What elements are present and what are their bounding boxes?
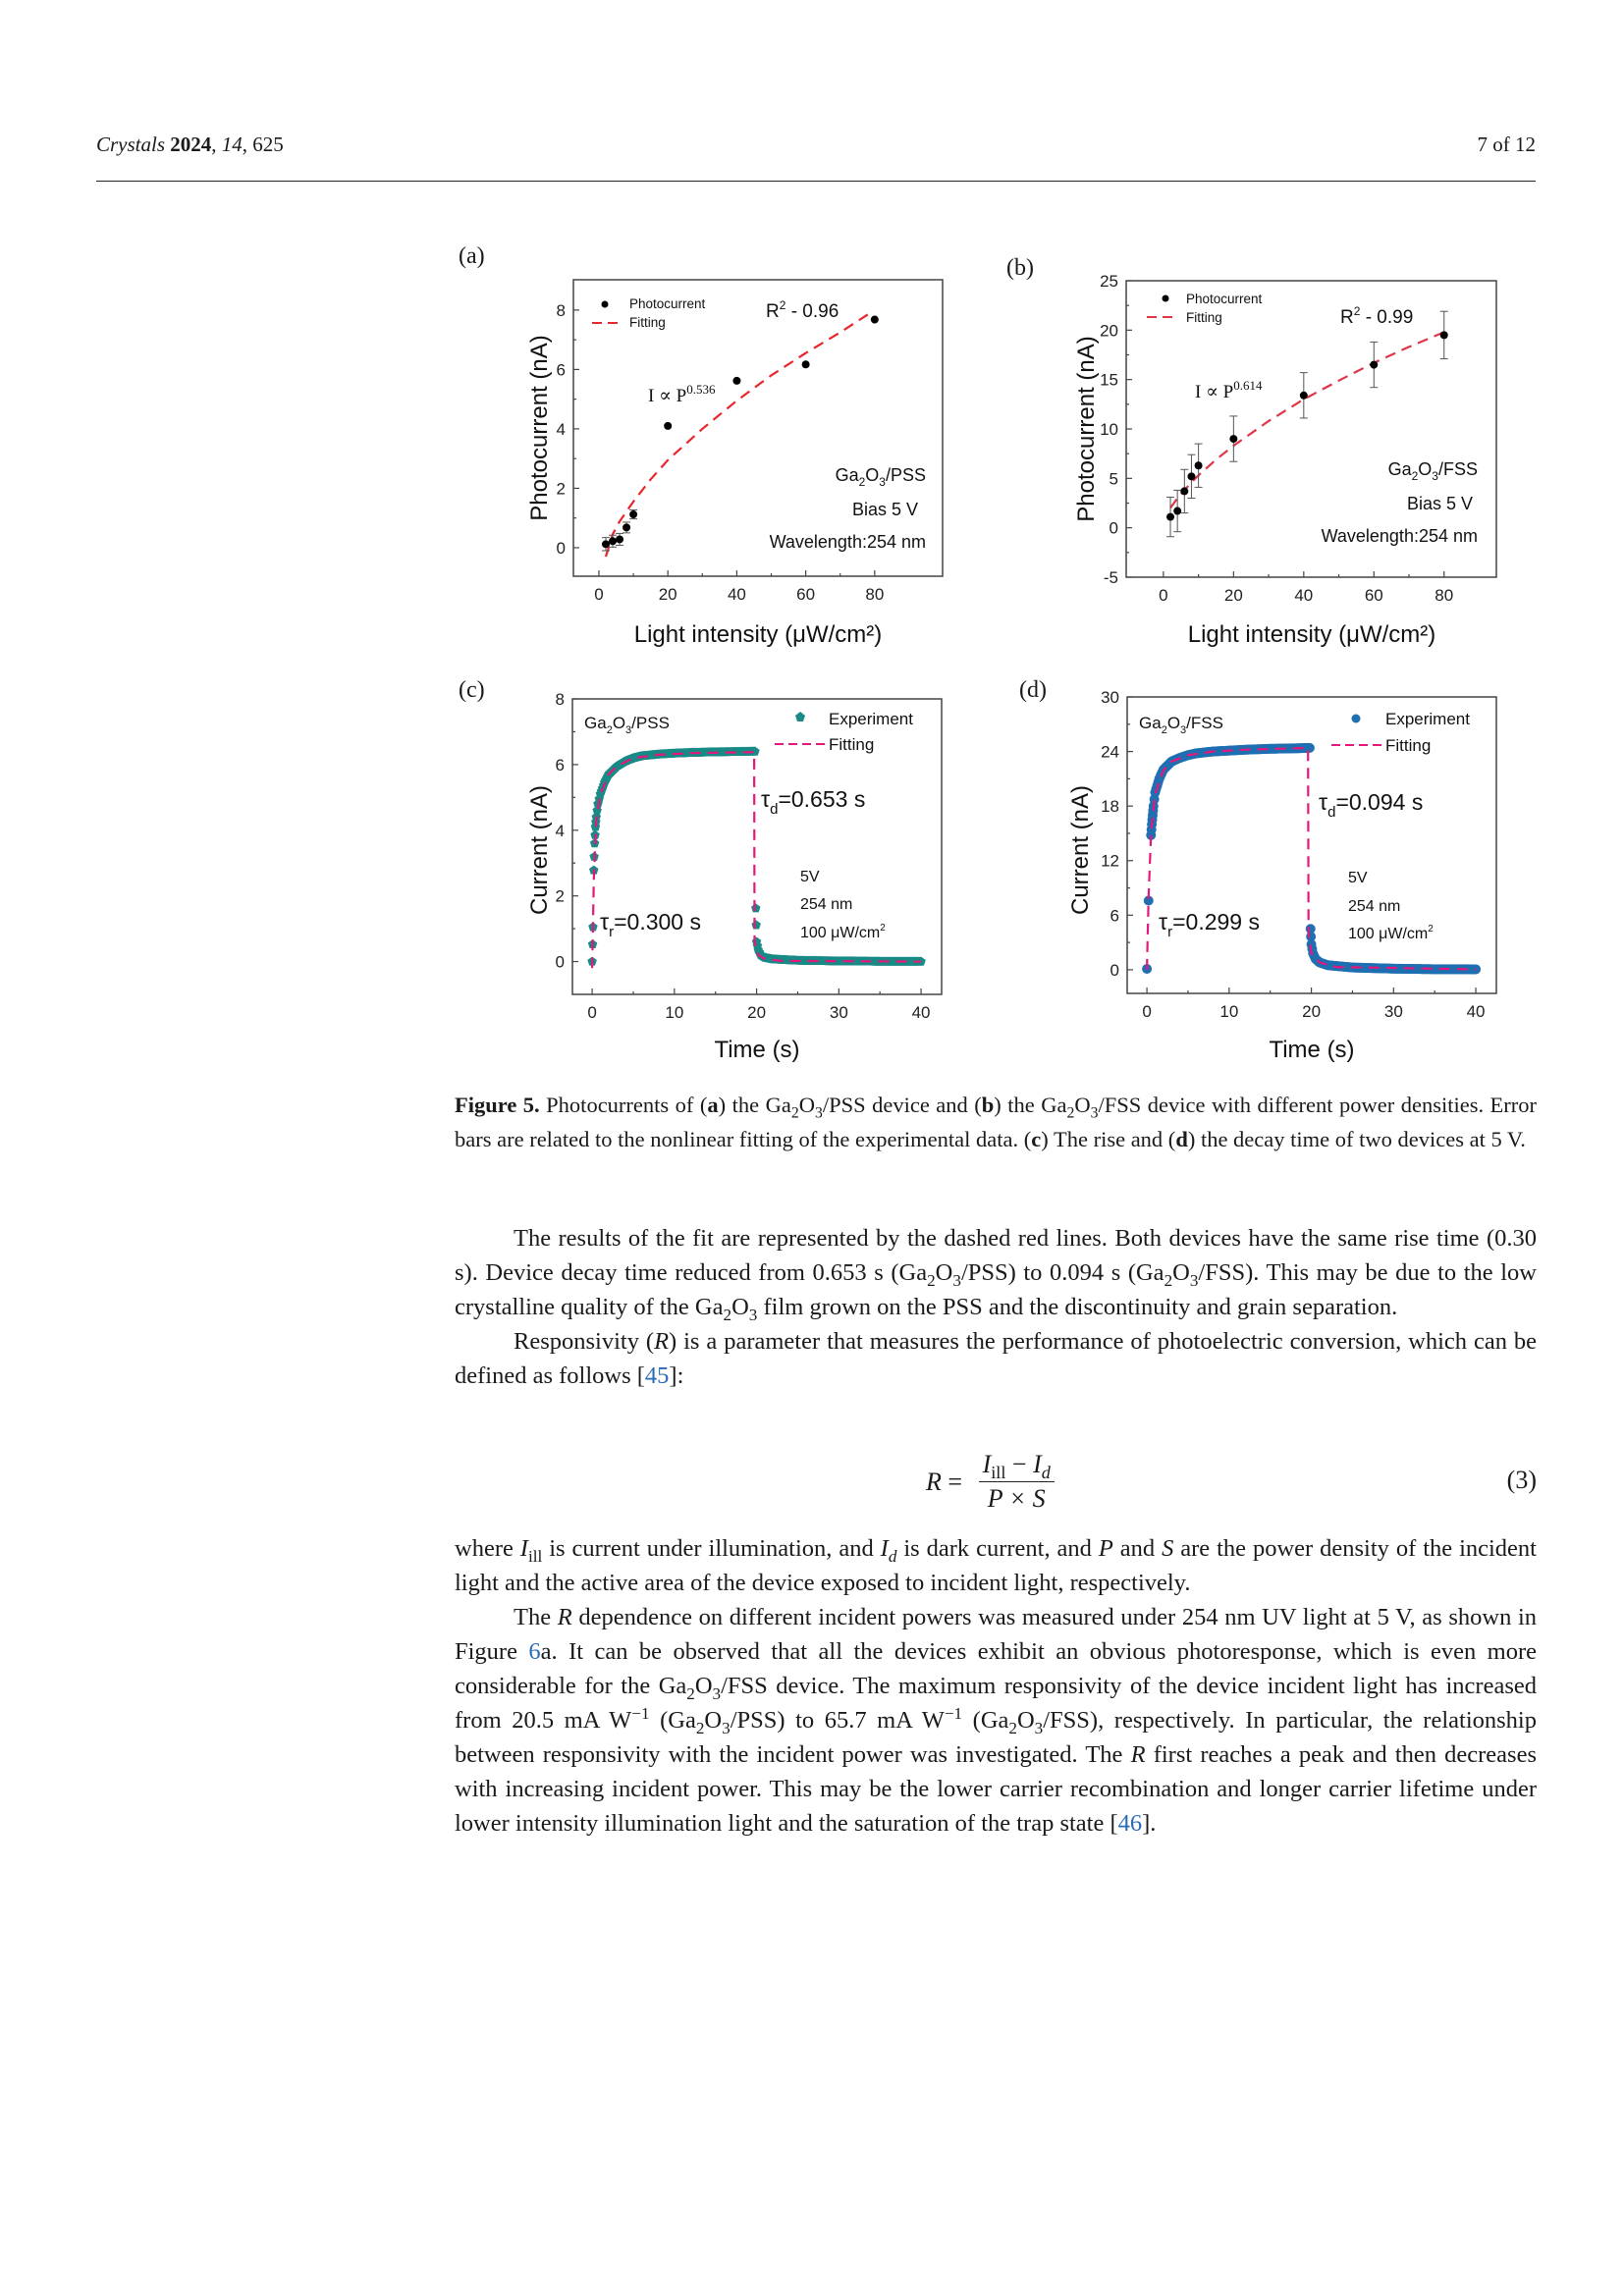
svg-text:0: 0 (1109, 518, 1118, 538)
page-indicator: 7 of 12 (1477, 133, 1536, 156)
tau-r-annotation: $\tau_r=0.300$ s (600, 909, 701, 940)
chart-a-xlabel: Light intensity (μW/cm²) (633, 621, 883, 648)
svg-text:4: 4 (555, 821, 565, 840)
svg-text:0: 0 (587, 1003, 597, 1022)
legend-fitting: Fitting (1385, 736, 1432, 755)
legend-fitting: Fitting (829, 735, 875, 754)
tau-d-annotation: $\tau_d=0.094$ s (1319, 789, 1424, 821)
svg-text:0: 0 (1159, 586, 1168, 605)
svg-text:2: 2 (555, 886, 565, 906)
svg-text:0: 0 (594, 585, 604, 604)
svg-text:40: 40 (727, 585, 746, 604)
r2-annotation: $R^2 - 0.96$ (766, 298, 839, 322)
wavelength-label: Wavelength:254 nm (1321, 526, 1478, 546)
chart-c-ylabel: Current (nA) (526, 784, 553, 916)
svg-text:20: 20 (1223, 586, 1243, 605)
body-section-1 (455, 1221, 1537, 1393)
svg-text:10: 10 (665, 1003, 684, 1022)
equation-expression: R = $\frac{I_{ill} - I_d}{P \times S}$ (926, 1450, 1055, 1514)
svg-text:8: 8 (555, 690, 565, 709)
panel-label-a: (a) (459, 243, 485, 269)
intensity-label: 100 $\mu W/cm^2$ (1348, 924, 1434, 942)
figure-6-link[interactable]: 6 (528, 1638, 541, 1665)
chart-d-xlabel: Time (s) (1269, 1037, 1355, 1063)
svg-text:6: 6 (1110, 906, 1119, 926)
svg-text:80: 80 (1435, 586, 1454, 605)
panel-label-c: (c) (459, 677, 485, 703)
chart-c-xlabel: Time (s) (714, 1037, 800, 1063)
figure-5 (447, 226, 1537, 1070)
journal-citation: Crystals 2024, 14, 625 (96, 133, 284, 156)
voltage-label: 5V (800, 869, 820, 885)
equation-3 (455, 1448, 1537, 1526)
power-law-annotation: $I \propto P^{0.536}$ (648, 382, 716, 406)
bias-label: Bias 5 V (851, 500, 918, 519)
legend-experiment: Experiment (1385, 710, 1470, 728)
chart-d-ylabel: Current (nA) (1067, 784, 1094, 916)
wavelength-label: 254 nm (1348, 898, 1401, 915)
voltage-label: 5V (1348, 870, 1368, 886)
intensity-label: 100 $\mu W/cm^2$ (800, 923, 886, 941)
equation-number: (3) (1506, 1466, 1537, 1494)
sample-label: $Ga_2O_3$/PSS (584, 714, 670, 736)
svg-text:0: 0 (1142, 1002, 1152, 1021)
wavelength-label: Wavelength:254 nm (769, 532, 926, 552)
legend-fitting: Fitting (629, 315, 666, 330)
figure-caption: Figure 5. Photocurrents of (a) the $Ga_2O_3$/PSS device and (b) the $Ga_2O_3$/FSS device with different power densities. Error bars are related to the nonlinear fitting of the experimental data. (c) The rise and (d) the decay time of two devices at 5 V. (455, 1093, 1538, 1151)
svg-text:20: 20 (658, 585, 677, 604)
svg-text:12: 12 (1101, 851, 1119, 871)
running-head (96, 133, 1536, 162)
chart-d (1011, 677, 1542, 1090)
paragraph-fit-results: The results of the fit are represented by the dashed red lines. Both devices have the same rise time (0.30 s). Device decay time reduced from 0.653 s $(Ga_2O_3/PSS)$ to 0.094 s $(Ga_2O_3/FSS)$. This may be due to the low crystalline quality of the $Ga_2O_3$ film grown on the PSS and the discontinuity and grain separation. (455, 1225, 1538, 1324)
svg-text:20: 20 (747, 1003, 767, 1022)
tau-d-annotation: $\tau_d=0.653$ s (761, 786, 866, 818)
panel-label-d: (d) (1019, 677, 1047, 703)
svg-text:0: 0 (1110, 960, 1119, 980)
svg-text:8: 8 (556, 300, 566, 320)
svg-text:80: 80 (865, 585, 885, 604)
svg-text:10: 10 (1100, 420, 1118, 439)
paragraph-responsivity-results: The R dependence on different incident powers was measured under 254 nm UV light at 5 V, as shown in Figure 6a. It can be observed that all the devices exhibit an obvious photoresponse, which is even more considerable for the $Ga_2O_3$/FSS device. The maximum responsivity of the device incident light has increased from 20.5 mA $W^{-1}$ $(Ga_2O_3/PSS)$ to 65.7 mA $W^{-1}$ $(Ga_2O_3/FSS)$, respectively. In particular, the relationship between responsivity with the incident power was investigated. The R first reaches a peak and then decreases with increasing incident power. This may be the lower carrier recombination and longer carrier lifetime under lower intensity illumination light and the saturation of the trap state [46]. (455, 1604, 1538, 1837)
svg-text:18: 18 (1101, 797, 1119, 817)
chart-c (452, 677, 982, 1090)
svg-text:0: 0 (555, 952, 565, 972)
citation-link-46[interactable]: 46 (1117, 1810, 1143, 1837)
svg-text:60: 60 (796, 585, 816, 604)
svg-text:25: 25 (1100, 272, 1118, 291)
chart-a (447, 226, 997, 658)
svg-text:30: 30 (1101, 688, 1119, 707)
power-law-annotation: $I \propto P^{0.614}$ (1195, 378, 1263, 402)
sample-label: $Ga_2O_3$/FSS (1387, 459, 1478, 483)
svg-text:20: 20 (1100, 321, 1118, 341)
svg-text:10: 10 (1219, 1002, 1239, 1021)
legend-photocurrent: Photocurrent (1186, 292, 1263, 306)
svg-text:60: 60 (1364, 586, 1383, 605)
chart-b-xlabel: Light intensity (μW/cm²) (1187, 621, 1436, 648)
journal-name: Crystals (96, 133, 166, 156)
bias-label: Bias 5 V (1406, 494, 1473, 513)
body-section-2 (455, 1531, 1537, 1841)
svg-text:30: 30 (1383, 1002, 1403, 1021)
journal-article: 625 (252, 133, 284, 156)
legend-photocurrent: Photocurrent (629, 296, 706, 311)
caption-label: Figure 5. (455, 1093, 540, 1117)
chart-b (992, 245, 1542, 677)
legend-experiment: Experiment (829, 710, 913, 728)
svg-text:40: 40 (1294, 586, 1314, 605)
svg-text:6: 6 (555, 755, 565, 774)
svg-text:40: 40 (1466, 1002, 1486, 1021)
header-rule (96, 181, 1536, 182)
wavelength-label: 254 nm (800, 896, 853, 913)
svg-text:40: 40 (911, 1003, 931, 1022)
svg-text:5: 5 (1109, 469, 1118, 489)
svg-text:2: 2 (556, 479, 566, 499)
journal-year: 2024 (170, 133, 212, 156)
panel-label-b: (b) (1006, 255, 1034, 281)
chart-a-ylabel: Photocurrent (nA) (526, 335, 553, 521)
sample-label: $Ga_2O_3$/FSS (1139, 714, 1223, 736)
chart-b-ylabel: Photocurrent (nA) (1073, 336, 1100, 522)
paragraph-responsivity-def: Responsivity (R) is a parameter that measures the performance of photoelectric conversion, which can be defined as follows [45]: (455, 1328, 1537, 1389)
svg-text:15: 15 (1100, 370, 1118, 390)
svg-text:6: 6 (556, 360, 566, 380)
svg-text:20: 20 (1302, 1002, 1322, 1021)
citation-link-45[interactable]: 45 (644, 1362, 670, 1389)
svg-text:4: 4 (556, 419, 566, 439)
svg-text:0: 0 (556, 538, 566, 558)
svg-text:-5: -5 (1103, 568, 1118, 587)
svg-text:24: 24 (1101, 742, 1119, 762)
journal-volume: 14 (221, 133, 243, 156)
legend-fitting: Fitting (1186, 310, 1222, 325)
paragraph-equation-definitions: where $I_{ill}$ is current under illumination, and $I_d$ is dark current, and P and S are the power density of the incident light and the active area of the device exposed to incident light, respectively. (455, 1535, 1537, 1596)
svg-text:30: 30 (829, 1003, 848, 1022)
tau-r-annotation: $\tau_r=0.299$ s (1159, 909, 1260, 940)
r2-annotation: $R^2 - 0.99$ (1340, 304, 1414, 328)
sample-label: $Ga_2O_3$/PSS (835, 465, 926, 489)
